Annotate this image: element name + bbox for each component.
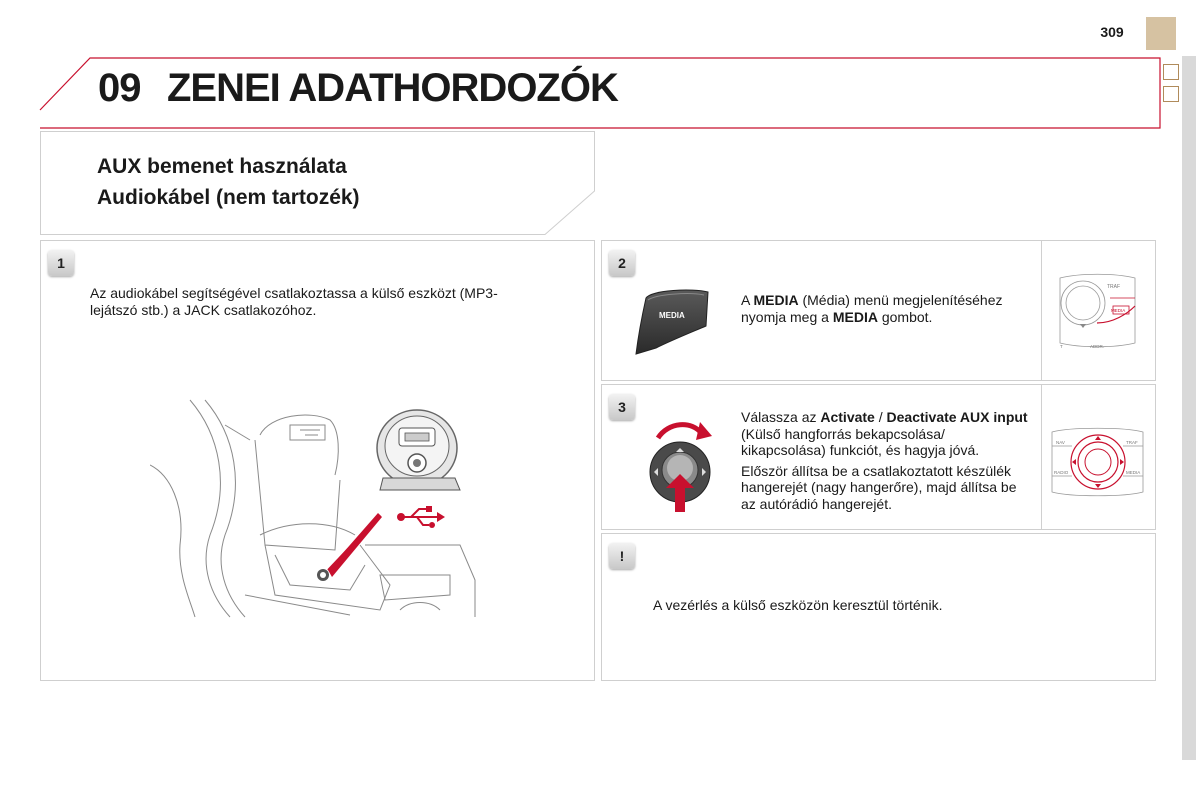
media-button-icon[interactable] (632, 288, 712, 356)
radio-label-traf: TRAF (1107, 284, 1121, 290)
rotary-knob-icon[interactable] (640, 412, 720, 517)
step1-text: Az audiokábel segítségével csatlakoztassa a külső eszközt (MP3-lejátszó stb.) a JACK csatlakozóhoz. (90, 285, 498, 318)
page-number: 309 (1100, 24, 1124, 40)
warning-icon: ! (609, 543, 635, 569)
step2-text: A MEDIA (Média) menü megjelenítéséhez nyomja meg a MEDIA gombot. (741, 292, 1003, 325)
nav-box-icon (1163, 64, 1179, 80)
radio-label-nav: NAV (1056, 440, 1065, 445)
step3-badge: 3 (609, 394, 635, 420)
media-button-label: MEDIA (659, 311, 685, 320)
radio-panel-media-icon (1055, 268, 1145, 353)
chapter-title: ZENEI ADATHORDOZÓK (167, 66, 618, 110)
section-title-line2: Audiokábel (nem tartozék) (97, 186, 360, 209)
step1-badge: 1 (48, 250, 74, 276)
section-title-line1: AUX bemenet használata (97, 155, 347, 178)
chapter-number: 09 (98, 66, 141, 110)
chapter-tab (1146, 17, 1176, 50)
step3-text: Válassza az Activate / Deactivate AUX input (Külső hangforrás bekapcsolása/ kikapcsolása) funkciót, és hagyja jóvá. (741, 409, 1028, 458)
step2-badge: 2 (609, 250, 635, 276)
page-edge-strip (1182, 56, 1196, 760)
aux-jack-cover-icon (375, 408, 465, 503)
radio-label-media: MEDIA (1111, 308, 1126, 313)
note-text: A vezérlés a külső eszközön keresztül történik. (653, 597, 943, 613)
section-title-frame (40, 131, 595, 235)
step3-text-block (741, 409, 1033, 512)
step2-divider (1041, 241, 1042, 380)
usb-icon (395, 505, 445, 530)
radio-label-traf: TRAF (1126, 440, 1138, 445)
step3-text-2: Először állítsa be a csatlakoztatott készülék hangerejét (nagy hangerőre), majd állítsa be az autórádió hangerejét. (741, 462, 1017, 512)
radio-label-media: MEDIA (1126, 470, 1141, 475)
step3-divider (1041, 385, 1042, 529)
nav-box-icon (1163, 86, 1179, 102)
radio-label-addr: ADDR. (1090, 344, 1105, 349)
radio-label-radio: RADIO (1054, 470, 1069, 475)
radio-label-t: T (1060, 344, 1063, 349)
radio-panel-knob-icon (1050, 424, 1145, 499)
